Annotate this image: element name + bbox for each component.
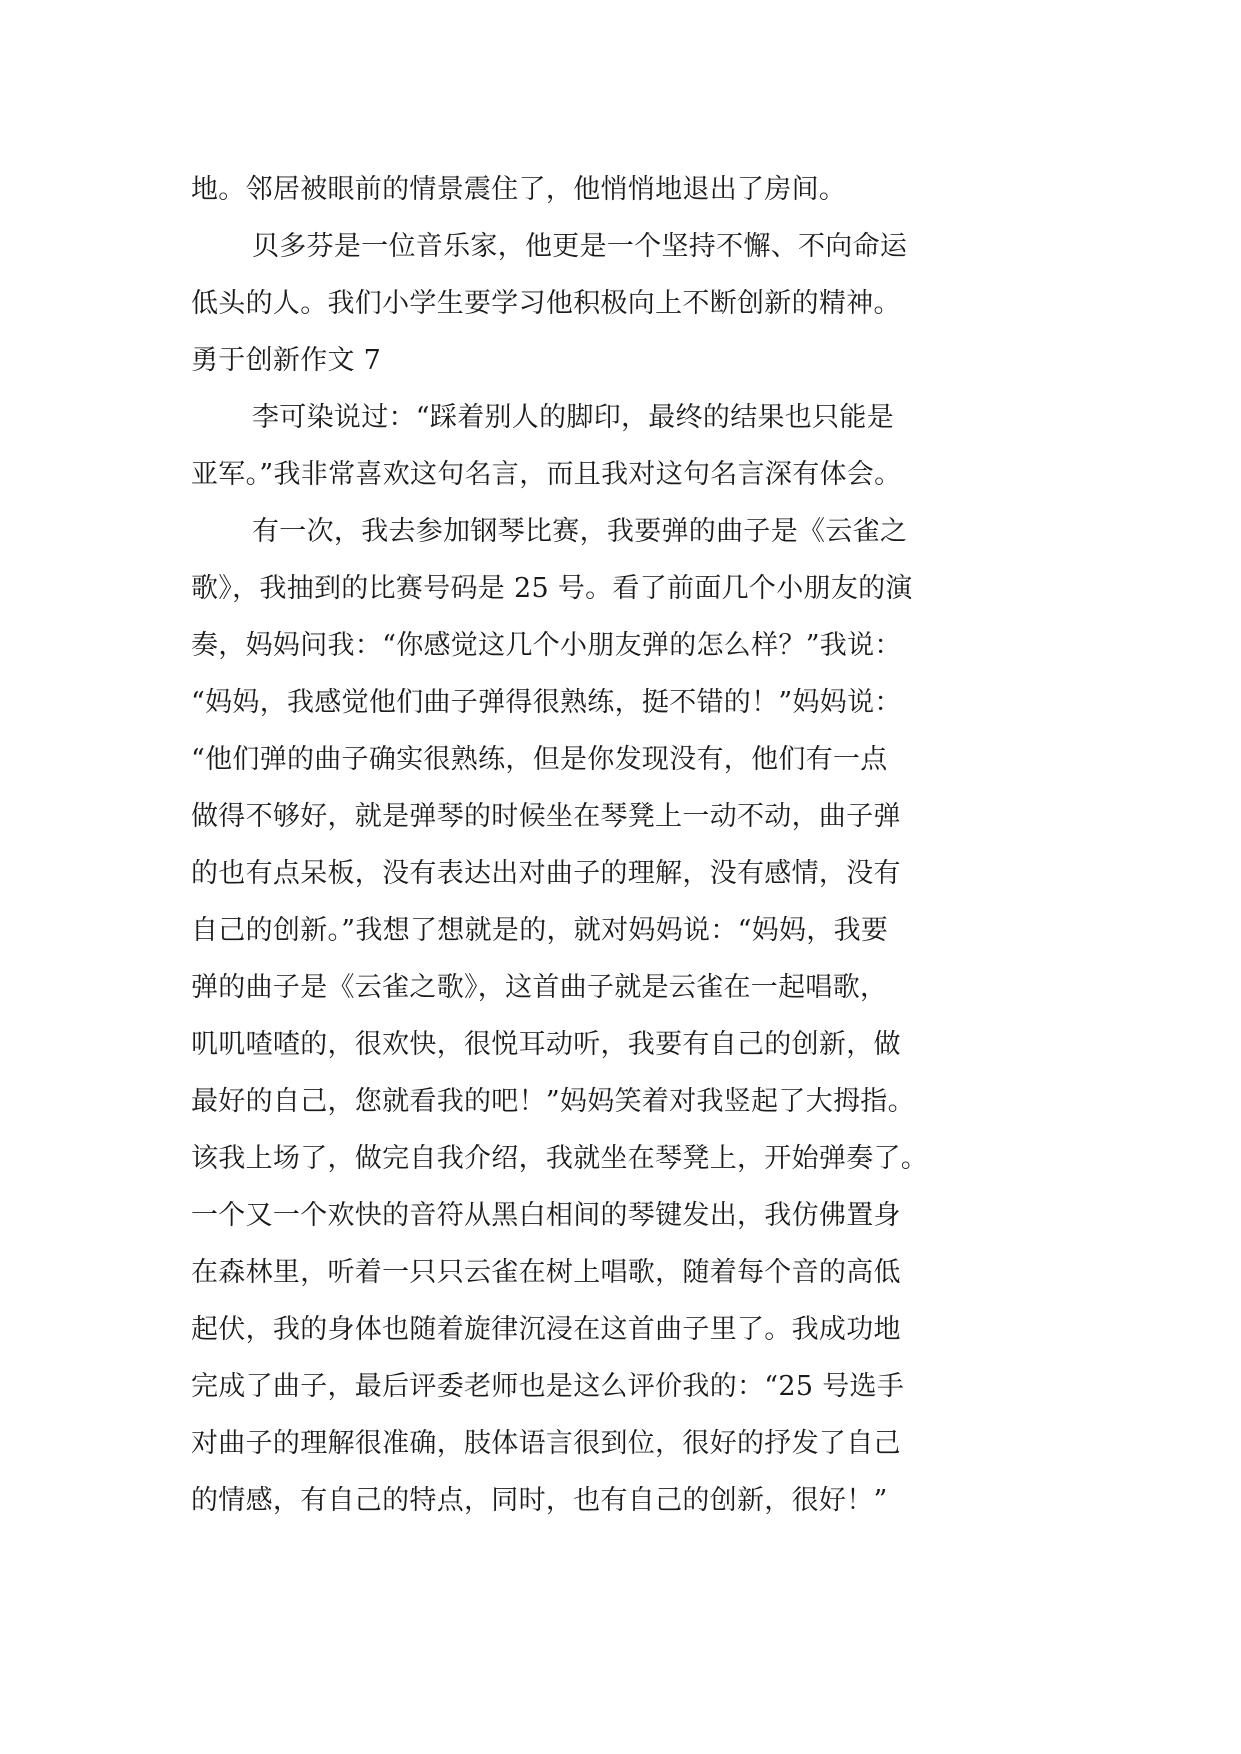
text-line: 做得不够好，就是弹琴的时候坐在琴凳上一动不动，曲子弹 (191, 801, 901, 832)
text-line: 叽叽喳喳的，很欢快，很悦耳动听，我要有自己的创新，做 (191, 1029, 901, 1060)
text-line: 亚军。”我非常喜欢这句名言，而且我对这句名言深有体会。 (191, 459, 902, 490)
text-line: 起伏，我的身体也随着旋律沉浸在这首曲子里了。我成功地 (191, 1314, 901, 1345)
text-line: 歌》，我抽到的比赛号码是 25 号。看了前面几个小朋友的演 (191, 573, 913, 604)
text-line: 弹的曲子是《云雀之歌》，这首曲子就是云雀在一起唱歌， (191, 972, 888, 1003)
paragraph-start: 有一次，我去参加钢琴比赛，我要弹的曲子是《云雀之 (252, 516, 908, 547)
text-line: “他们弹的曲子确实很熟练，但是你发现没有，他们有一点 (191, 744, 888, 775)
text-line: 在森林里，听着一只只云雀在树上唱歌，随着每个音的高低 (191, 1257, 901, 1288)
text-line: 的也有点呆板，没有表达出对曲子的理解，没有感情，没有 (191, 858, 901, 889)
paragraph-start: 李可染说过：“踩着别人的脚印，最终的结果也只能是 (252, 402, 895, 433)
text-line: 对曲子的理解很准确，肢体语言很到位，很好的抒发了自己 (191, 1428, 901, 1459)
text-line: 该我上场了，做完自我介绍，我就坐在琴凳上，开始弹奏了。 (191, 1143, 929, 1174)
text-line: 奏，妈妈问我：“你感觉这几个小朋友弹的怎么样？”我说： (191, 630, 902, 661)
text-line: 低头的人。我们小学生要学习他积极向上不断创新的精神。 (191, 288, 901, 319)
text-line: 最好的自己，您就看我的吧！”妈妈笑着对我竖起了大拇指。 (191, 1086, 915, 1117)
text-line: 完成了曲子，最后评委老师也是这么评价我的：“25 号选手 (191, 1371, 905, 1402)
section-heading: 勇于创新作文 7 (191, 345, 382, 376)
text-line: 自己的创新。”我想了想就是的，就对妈妈说：“妈妈，我要 (191, 915, 889, 946)
text-line: 的情感，有自己的特点，同时，也有自己的创新，很好！” (191, 1485, 888, 1516)
paragraph-start: 贝多芬是一位音乐家，他更是一个坚持不懈、不向命运 (252, 231, 908, 262)
text-line: “妈妈，我感觉他们曲子弹得很熟练，挺不错的！”妈妈说： (191, 687, 902, 718)
text-line: 一个又一个欢快的音符从黑白相间的琴键发出，我仿佛置身 (191, 1200, 901, 1231)
text-line: 地。邻居被眼前的情景震住了，他悄悄地退出了房间。 (191, 174, 847, 205)
